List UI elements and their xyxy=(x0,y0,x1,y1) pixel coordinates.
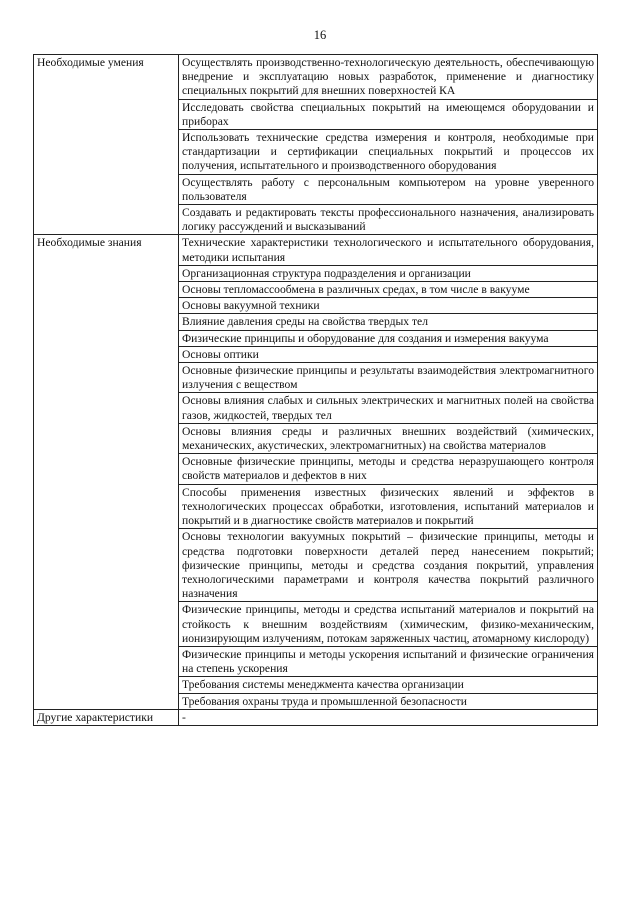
requirement-cell: Влияние давления среды на свойства твердых тел xyxy=(179,314,598,330)
section-label: Необходимые знания xyxy=(34,235,179,709)
requirement-cell: Основы технологии вакуумных покрытий – физические принципы, методы и средства подготовки поверхности деталей перед нанесением покрытий; физические принципы, методы и средства создания покрытий, управления технологическими параметрами и контроля качества покрытий различного назначения xyxy=(179,529,598,602)
requirement-cell: Физические принципы, методы и средства испытаний материалов и покрытий на стойкость к внешним воздействиям (химическим, физико-механическим, ионизирующим излучениям, потокам заряженных частиц, атомарному кислороду) xyxy=(179,602,598,647)
requirement-cell: Создавать и редактировать тексты профессионального назначения, анализировать логику рассуждений и высказываний xyxy=(179,205,598,235)
table-row xyxy=(34,709,598,725)
requirement-cell: Технические характеристики технологического и испытательного оборудования, методики испытания xyxy=(179,235,598,265)
requirement-cell: Способы применения известных физических явлений и эффектов в технологических процессах обработки, изготовления, испытаний материалов и покрытий и в диагностике свойств материалов и покрытий xyxy=(179,484,598,529)
section-label: Другие характеристики xyxy=(34,709,179,725)
page-number: 16 xyxy=(313,28,327,42)
table-row xyxy=(34,235,598,265)
requirement-cell: Физические принципы и методы ускорения испытаний и физические ограничения на степень ускорения xyxy=(179,646,598,676)
requirement-cell: Осуществлять производственно-технологическую деятельность, обеспечивающую внедрение и эксплуатацию новых разработок, применение и диагностику специальных покрытий для внешних поверхностей КА xyxy=(179,55,598,100)
requirement-cell: Основы влияния среды и различных внешних воздействий (химических, механических, акустических, электромагнитных) на свойства материалов xyxy=(179,423,598,453)
requirements-table xyxy=(33,54,598,726)
requirement-cell: Основы вакуумной техники xyxy=(179,298,598,314)
requirement-cell: Основные физические принципы, методы и средства неразрушающего контроля свойств материалов и дефектов в них xyxy=(179,454,598,484)
requirement-cell: Требования охраны труда и промышленной безопасности xyxy=(179,693,598,709)
section-label: Необходимые умения xyxy=(34,55,179,235)
requirement-cell: Основы тепломассообмена в различных средах, в том числе в вакууме xyxy=(179,282,598,298)
requirement-cell: Основные физические принципы и результаты взаимодействия электромагнитного излучения с веществом xyxy=(179,363,598,393)
requirement-cell: Осуществлять работу с персональным компьютером на уровне уверенного пользователя xyxy=(179,174,598,204)
requirement-cell: Требования системы менеджмента качества организации xyxy=(179,677,598,693)
requirement-cell: Физические принципы и оборудование для создания и измерения вакуума xyxy=(179,330,598,346)
requirement-cell: Основы оптики xyxy=(179,346,598,362)
requirement-cell: Организационная структура подразделения и организации xyxy=(179,265,598,281)
requirement-cell: Использовать технические средства измерения и контроля, необходимые при стандартизации и сертификации специальных покрытий и процессов их получения, испытательного и производственного оборудования xyxy=(179,130,598,175)
table-row xyxy=(34,55,598,100)
requirement-cell: Основы влияния слабых и сильных электрических и магнитных полей на свойства газов, жидкостей, твердых тел xyxy=(179,393,598,423)
requirements-table-body xyxy=(34,55,598,726)
requirement-cell: Исследовать свойства специальных покрытий на имеющемся оборудовании и приборах xyxy=(179,99,598,129)
requirement-cell: - xyxy=(179,709,598,725)
